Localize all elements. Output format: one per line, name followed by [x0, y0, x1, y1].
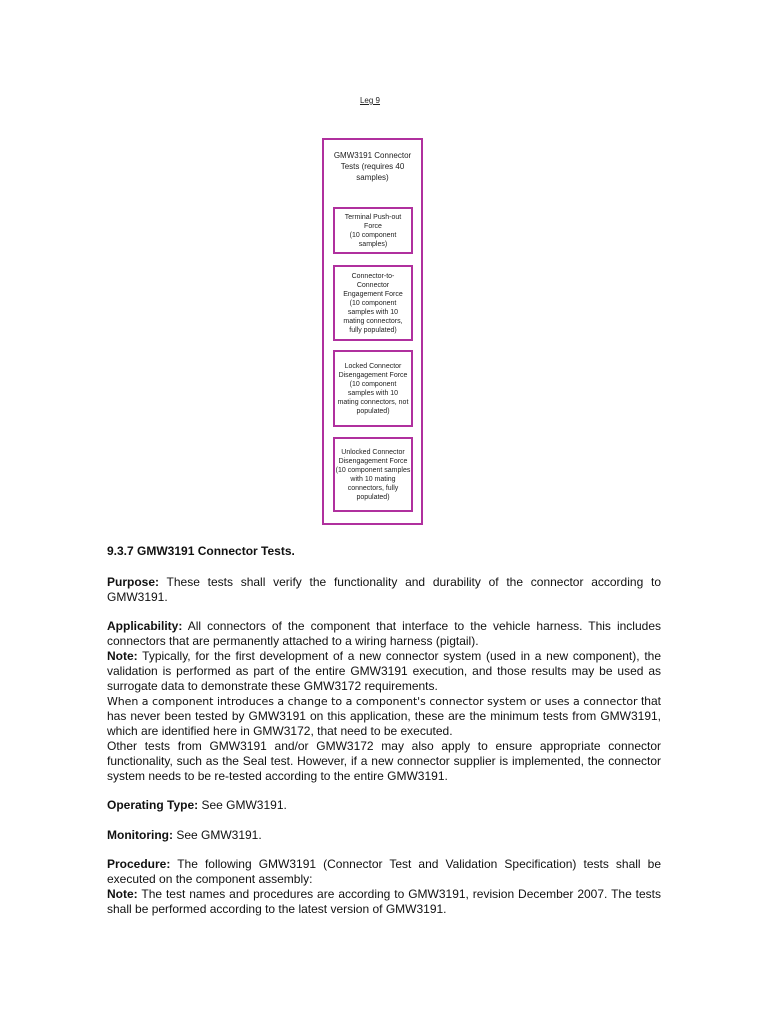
note-label: Note: — [107, 887, 138, 901]
diagram-box-detail: (10 component samples with 10 mating connectors, not populated) — [337, 380, 409, 415]
change-paragraph-line: When a component introduces a change to a component's connector system or uses a connector — [107, 695, 638, 708]
operating-type-label: Operating Type: — [107, 798, 199, 812]
note-text: The test names and procedures are according to GMW3191, revision December 2007. The tests shall be performed according to the latest version of GMW3191. — [107, 887, 661, 916]
monitoring-paragraph — [107, 828, 661, 843]
operating-type-paragraph — [107, 798, 661, 813]
note-text: Typically, for the first development of a new connector system (used in a new component), the validation is performed as part of the entire GMW3191 execution, and those results may be used as surrogate data to demonstrate these GMW3172 requirements. — [107, 649, 661, 693]
applicability-label: Applicability: — [107, 619, 183, 633]
diagram-box-title: Connector-to-Connector Engagement Force — [343, 272, 403, 298]
diagram-box-engagement-force — [333, 265, 413, 341]
procedure-text: The following GMW3191 (Connector Test and Validation Specification) tests shall be executed on the component assembly: — [107, 857, 661, 886]
operating-type-text: See GMW3191. — [198, 798, 287, 812]
applicability-section — [107, 619, 661, 784]
note-label: Note: — [107, 649, 138, 663]
change-paragraph-text: that has never been tested by GMW3191 on this application, these are the minimum tests from GMW3191, which are identified here in GMW3172, that need to be executed. — [107, 694, 661, 738]
diagram-outer-title: GMW3191 Connector Tests (requires 40 samples) — [333, 151, 412, 182]
diagram-box-detail: (10 component samples with 10 mating connectors, fully populated) — [335, 466, 411, 501]
monitoring-text: See GMW3191. — [172, 828, 262, 842]
diagram-box-detail: (10 component samples) — [349, 231, 397, 248]
diagram-leg-label: Leg 9 — [359, 96, 381, 105]
other-tests-paragraph: Other tests from GMW3191 and/or GMW3172 may also apply to ensure appropriate connector functionality, such as the Seal test. However, if a new connector supplier is implemented, the connector system needs to be re-tested according to the entire GMW3191. — [107, 739, 661, 783]
purpose-paragraph — [107, 575, 661, 605]
diagram-box-unlocked-disengagement — [333, 437, 413, 512]
purpose-label: Purpose: — [107, 575, 160, 589]
procedure-label: Procedure: — [107, 857, 171, 871]
diagram-box-title: Locked Connector Disengagement Force — [338, 362, 408, 379]
section-heading: 9.3.7 GMW3191 Connector Tests. — [107, 544, 295, 558]
diagram-box-terminal-push-out — [333, 207, 413, 254]
procedure-section — [107, 857, 661, 917]
purpose-text: These tests shall verify the functionality and durability of the connector according to GMW3191. — [107, 575, 661, 604]
applicability-text: All connectors of the component that interface to the vehicle harness. This includes connectors that are permanently attached to a wiring harness (pigtail). — [107, 619, 661, 648]
diagram-box-detail: (10 component samples with 10 mating connectors, fully populated) — [343, 299, 403, 334]
monitoring-label: Monitoring: — [107, 828, 173, 842]
diagram-box-title: Terminal Push-out Force — [344, 213, 402, 230]
diagram-box-locked-disengagement — [333, 350, 413, 427]
diagram-box-title: Unlocked Connector Disengagement Force — [338, 448, 408, 465]
